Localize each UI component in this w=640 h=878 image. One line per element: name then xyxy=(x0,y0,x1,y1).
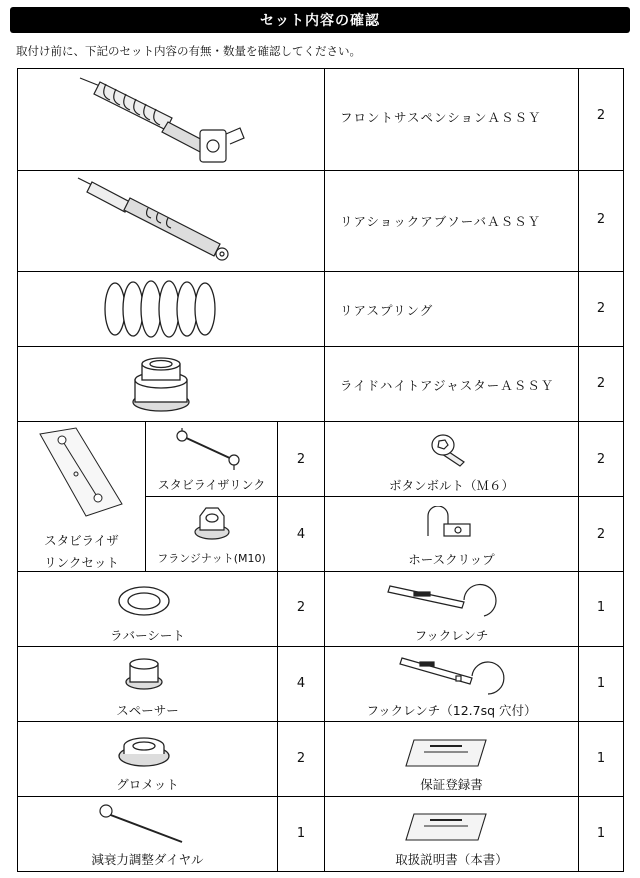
spacer-image xyxy=(124,656,164,692)
rubber-seat-label: ラバーシート xyxy=(110,628,185,643)
grommet-label: グロメット xyxy=(116,777,179,792)
rubber-seat-image xyxy=(116,584,172,618)
stabilizer-set-label-line2: リンクセット xyxy=(44,555,119,570)
rubber-seat-qty: 2 xyxy=(296,600,306,615)
flange-nut-image xyxy=(192,502,232,542)
warranty-card-qty: 1 xyxy=(596,751,606,766)
rear-spring-qty: 2 xyxy=(596,301,606,316)
rear-spring-image xyxy=(95,276,225,342)
instruction-manual-label: 取扱説明書（本書） xyxy=(395,852,508,867)
hook-wrench-with-hole-image xyxy=(396,652,506,698)
section-title: セット内容の確認 xyxy=(10,7,630,33)
flange-nut-qty: 4 xyxy=(296,527,306,542)
rear-shock-qty: 2 xyxy=(596,212,606,227)
front-suspension-qty: 2 xyxy=(596,108,606,123)
hook-wrench-with-hole-label: フックレンチ（12.7sq 穴付） xyxy=(366,703,537,718)
stabilizer-set-label-line1: スタビライザ xyxy=(44,533,119,548)
hook-wrench-qty: 1 xyxy=(596,600,606,615)
hose-clip-qty: 2 xyxy=(596,527,606,542)
warranty-card-image xyxy=(404,738,488,768)
hook-wrench-with-hole-qty: 1 xyxy=(596,676,606,691)
grommet-image xyxy=(116,734,172,768)
rear-spring-label: リアスプリング xyxy=(340,303,434,318)
hook-wrench-image xyxy=(384,578,504,618)
damping-dial-qty: 1 xyxy=(296,826,306,841)
flange-nut-label: フランジナット(M10) xyxy=(157,552,266,565)
stabilizer-set-label xyxy=(18,530,145,574)
stabilizer-link-image xyxy=(170,426,250,472)
stabilizer-link-qty: 2 xyxy=(296,452,306,467)
grommet-qty: 2 xyxy=(296,751,306,766)
damping-dial-label: 減衰力調整ダイヤル xyxy=(91,852,204,867)
ride-height-adjuster-qty: 2 xyxy=(596,376,606,391)
hose-clip-image xyxy=(424,506,474,540)
instruction-manual-qty: 1 xyxy=(596,826,606,841)
button-bolt-qty: 2 xyxy=(596,452,606,467)
front-suspension-label: フロントサスペンションＡＳＳＹ xyxy=(340,110,542,125)
button-bolt-image xyxy=(430,432,470,468)
intro-text: 取付け前に、下記のセット内容の有無・数量を確認してください。 xyxy=(16,44,361,58)
stabilizer-link-set-bag-image xyxy=(36,426,126,520)
button-bolt-label: ボタンボルト（Ｍ６） xyxy=(388,478,514,493)
rear-shock-label: リアショックアブソーバＡＳＳＹ xyxy=(340,214,542,229)
ride-height-adjuster-image xyxy=(126,352,196,416)
front-suspension-image xyxy=(60,72,260,168)
ride-height-adjuster-label: ライドハイトアジャスターＡＳＳＹ xyxy=(340,378,555,393)
hose-clip-label: ホースクリップ xyxy=(408,552,495,567)
instruction-manual-image xyxy=(404,812,488,842)
hook-wrench-label: フックレンチ xyxy=(414,628,489,643)
damping-adjustment-dial-image xyxy=(94,802,194,846)
rear-shock-absorber-image xyxy=(70,174,250,268)
spacer-qty: 4 xyxy=(296,676,306,691)
spacer-label: スペーサー xyxy=(116,703,179,718)
warranty-card-label: 保証登録書 xyxy=(420,777,483,792)
stabilizer-link-label: スタビライザリンク xyxy=(157,478,266,492)
